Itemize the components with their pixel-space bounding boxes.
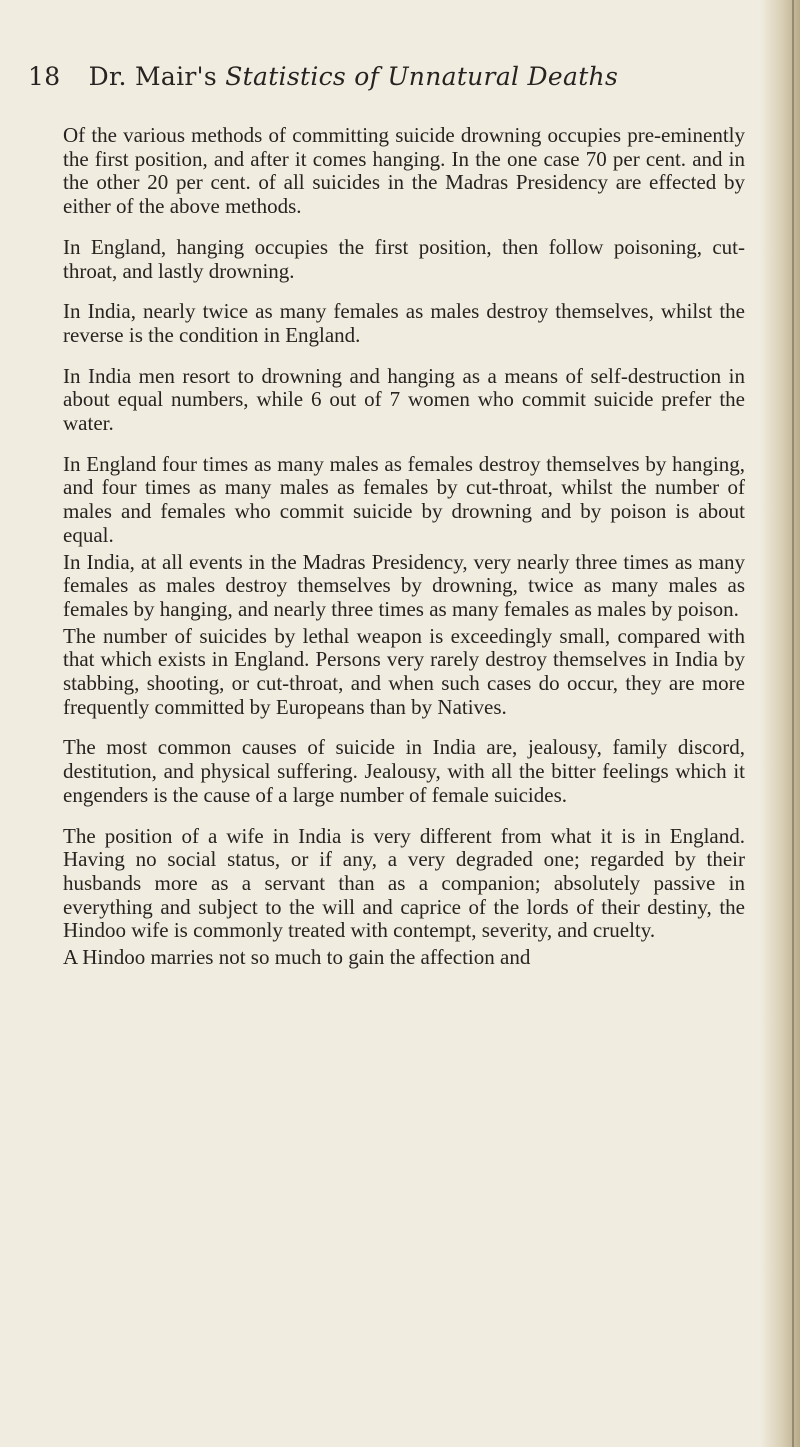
page-edge-line	[792, 0, 794, 1447]
page-edge-shadow	[760, 0, 800, 1447]
paragraph-england-ratios: In England four times as many males as females destroy themselves by hanging, and four times as many males as females by cut-throat, whilst the number of males and females who commit suicide by drowning and by poison is about equal.	[63, 451, 745, 547]
paragraph-india-men: In India men resort to drowning and hanging as a means of self-destruction in about equal numbers, while 6 out of 7 women who commit suicide prefer the water.	[63, 363, 745, 436]
header-author: Dr. Mair's	[88, 62, 217, 91]
running-head	[28, 62, 748, 91]
paragraph-methods: Of the various methods of committing suicide drowning occupies pre-eminently the first position, and after it comes hanging. In the one case 70 per cent. and in the other 20 per cent. of all suicides in the Madras Presidency are effected by either of the above methods.	[63, 123, 745, 219]
paragraph-causes: The most common causes of suicide in India are, jealousy, family discord, destitution, and physical suffering. Jealousy, with all the bitter feelings which it engenders is the cause of a large number of female suicides.	[63, 735, 745, 807]
body-text	[63, 124, 745, 987]
paragraph-england-order: In England, hanging occupies the first position, then follow poisoning, cut-throat, and lastly drowning.	[63, 234, 745, 283]
page-number: 18	[28, 62, 61, 91]
header-title: Statistics of Unnatural Deaths	[225, 62, 619, 91]
paragraph-hindoo-marries: A Hindoo marries not so much to gain the affection and	[63, 945, 531, 970]
paragraph-lethal-weapon: The number of suicides by lethal weapon is exceedingly small, compared with that which exists in England. Persons very rarely destroy themselves in India by stabbing, shooting, or cut-throat, and when such cases do occur, they are more frequently committed by Europeans than by Natives.	[63, 623, 745, 719]
paragraph-india-females: In India, nearly twice as many females as males destroy themselves, whilst the reverse is the condition in England.	[63, 299, 745, 347]
paragraph-india-ratios: In India, at all events in the Madras Presidency, very nearly three times as many females as males destroy themselves by drowning, twice as many males as females by hanging, and nearly three times as many females as males by poison.	[63, 549, 745, 621]
paragraph-wife-position: The position of a wife in India is very different from what it is in England. Having no social status, or if any, a very degraded one; regarded by their husbands more as a servant than as a companion; absolutely passive in everything and subject to the will and caprice of the lords of their destiny, the Hindoo wife is commonly treated with contempt, severity, and cruelty.	[63, 823, 745, 943]
